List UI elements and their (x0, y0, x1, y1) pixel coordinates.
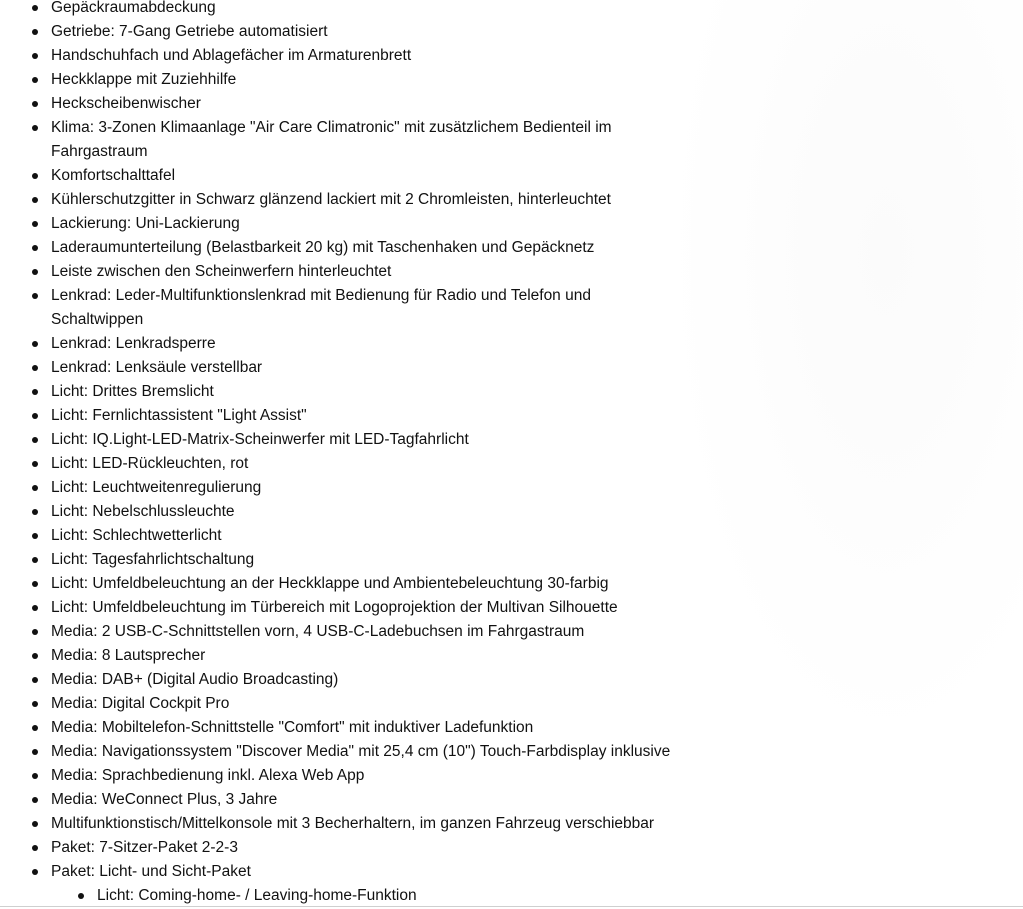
list-item: Licht: Fernlichtassistent "Light Assist" (51, 404, 671, 428)
list-item: Licht: Tagesfahrlichtschaltung (51, 548, 671, 572)
list-item: Leiste zwischen den Scheinwerfern hinterleuchtet (51, 260, 671, 284)
list-item: Licht: Umfeldbeleuchtung an der Heckklappe und Ambientebeleuchtung 30-farbig (51, 572, 671, 596)
list-item: Licht: LED-Rückleuchten, rot (51, 452, 671, 476)
list-item: Lackierung: Uni-Lackierung (51, 212, 671, 236)
list-item: Lenkrad: Lenkradsperre (51, 332, 671, 356)
list-item: Media: 8 Lautsprecher (51, 644, 671, 668)
list-item: Heckklappe mit Zuziehhilfe (51, 68, 671, 92)
list-item: Handschuhfach und Ablagefächer im Armaturenbrett (51, 44, 671, 68)
list-item: Multifunktionstisch/Mittelkonsole mit 3 Becherhaltern, im ganzen Fahrzeug verschiebbar (51, 812, 671, 836)
list-item: Media: DAB+ (Digital Audio Broadcasting) (51, 668, 671, 692)
list-item: Media: Navigationssystem "Discover Media" mit 25,4 cm (10") Touch-Farbdisplay inklusive (51, 740, 671, 764)
list-item: Licht: Nebelschlussleuchte (51, 500, 671, 524)
divider (0, 906, 1023, 907)
list-item: Gepäckraumabdeckung (51, 0, 671, 20)
list-item: Media: 2 USB-C-Schnittstellen vorn, 4 USB-C-Ladebuchsen im Fahrgastraum (51, 620, 671, 644)
list-item: Heckscheibenwischer (51, 92, 671, 116)
list-item: Media: Mobiltelefon-Schnittstelle "Comfort" mit induktiver Ladefunktion (51, 716, 671, 740)
list-item: Lenkrad: Lenksäule verstellbar (51, 356, 671, 380)
list-item: Komfortschalttafel (51, 164, 671, 188)
sub-list-item: Licht: Coming-home- / Leaving-home-Funktion (97, 884, 671, 908)
list-item: Paket: 7-Sitzer-Paket 2-2-3 (51, 836, 671, 860)
list-item-label: Paket: Licht- und Sicht-Paket (51, 863, 251, 880)
list-item: Licht: Drittes Bremslicht (51, 380, 671, 404)
list-item: Media: WeConnect Plus, 3 Jahre (51, 788, 671, 812)
list-item: Klima: 3-Zonen Klimaanlage "Air Care Climatronic" mit zusätzlichem Bedienteil im Fahrgastraum (51, 116, 671, 164)
list-item: Media: Digital Cockpit Pro (51, 692, 671, 716)
list-item: Licht: Leuchtweitenregulierung (51, 476, 671, 500)
sub-list (51, 884, 671, 908)
list-item-with-sublist (51, 860, 671, 908)
equipment-list (51, 0, 671, 908)
list-item: Licht: Schlechtwetterlicht (51, 524, 671, 548)
list-item: Getriebe: 7-Gang Getriebe automatisiert (51, 20, 671, 44)
list-item: Lenkrad: Leder-Multifunktionslenkrad mit Bedienung für Radio und Telefon und Schaltwippen (51, 284, 671, 332)
list-item: Licht: Umfeldbeleuchtung im Türbereich mit Logoprojektion der Multivan Silhouette (51, 596, 671, 620)
list-item: Media: Sprachbedienung inkl. Alexa Web App (51, 764, 671, 788)
list-item: Kühlerschutzgitter in Schwarz glänzend lackiert mit 2 Chromleisten, hinterleuchtet (51, 188, 671, 212)
background-glow (680, 0, 1023, 720)
list-item: Licht: IQ.Light-LED-Matrix-Scheinwerfer mit LED-Tagfahrlicht (51, 428, 671, 452)
list-item: Laderaumunterteilung (Belastbarkeit 20 kg) mit Taschenhaken und Gepäcknetz (51, 236, 671, 260)
